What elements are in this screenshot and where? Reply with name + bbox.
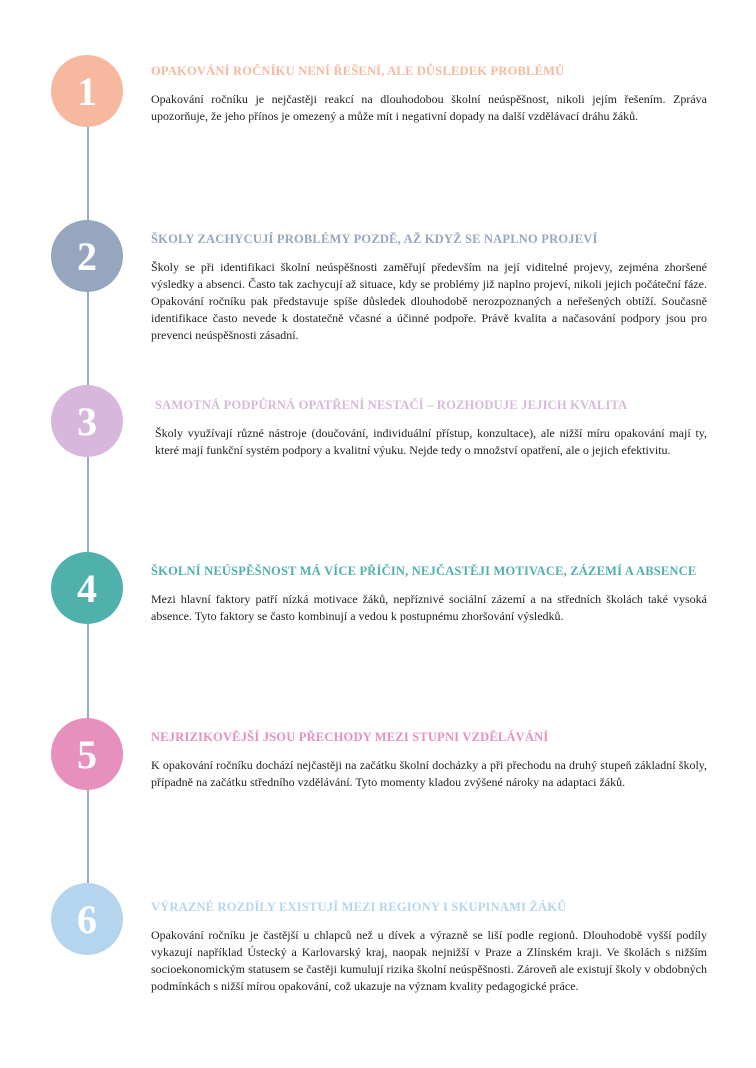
step-heading: SAMOTNÁ PODPŮRNÁ OPATŘENÍ NESTAČÍ – ROZHODUJE JEJICH KVALITA — [155, 398, 628, 412]
step-number: 5 — [77, 731, 97, 777]
step-heading: OPAKOVÁNÍ ROČNÍKU NENÍ ŘEŠENÍ, ALE DŮSLEDEK PROBLÉMŮ — [151, 64, 565, 78]
step-heading: VÝRAZNÉ ROZDÍLY EXISTUJÍ MEZI REGIONY I SKUPINAMI ŽÁKŮ — [151, 900, 567, 914]
step-text: Opakování ročníku je nejčastěji reakcí na dlouhodobou školní neúspěšnost, nikoli jejím řešením. Zpráva upozorňuje, že jeho přínos je omezený a může mít i negativní dopady na další vzdělávací dráhu žáků. — [151, 92, 707, 123]
step-number: 3 — [77, 398, 97, 444]
step-block-3 — [155, 398, 707, 459]
step-heading: NEJRIZIKOVĚJŠÍ JSOU PŘECHODY MEZI STUPNI VZDĚLÁVÁNÍ — [151, 730, 549, 744]
timeline-line — [87, 90, 89, 920]
step-number-circle-3 — [51, 385, 123, 457]
step-number-circle-6 — [51, 883, 123, 955]
step-text: Mezi hlavní faktory patří nízká motivace žáků, nepříznivé sociální zázemí a na středních školách také vysoká absence. Tyto faktory se často kombinují a vedou k postupnému zhoršování výsledků. — [151, 592, 707, 623]
step-text: Školy využívají různé nástroje (doučování, individuální přístup, konzultace), ale nižší míru opakování mají ty, které mají funkční systém podpory a kvalitní výuku. Nejde tedy o množství opatření, ale o jejich efektivitu. — [155, 426, 707, 457]
step-block-6 — [151, 900, 707, 995]
step-number-circle-5 — [51, 718, 123, 790]
step-block-5 — [151, 730, 707, 791]
step-number: 2 — [77, 233, 97, 279]
step-number-circle-1 — [51, 55, 123, 127]
step-number: 1 — [77, 68, 97, 114]
step-heading: ŠKOLY ZACHYCUJÍ PROBLÉMY POZDĚ, AŽ KDYŽ SE NAPLNO PROJEVÍ — [151, 232, 598, 246]
step-number: 6 — [77, 896, 97, 942]
step-number: 4 — [77, 565, 97, 611]
step-heading: ŠKOLNÍ NEÚSPĚŠNOST MÁ VÍCE PŘÍČIN, NEJČASTĚJI MOTIVACE, ZÁZEMÍ A ABSENCE — [151, 564, 697, 578]
step-text: Opakování ročníku je častější u chlapců než u dívek a výrazně se liší podle regionů. Dlouhodobě vyšší podíly vykazují například Ústecký a Karlovarský kraj, naopak nejnižší v Praze a Zlínském kraji. Ve školách s nižším socioekonomickým statusem se častěji kumulují rizika školní neúspěšnosti. Zároveň ale existují školy v obdobných podmínkách s nižší mírou opakování, což ukazuje na význam kvality pedagogické práce. — [151, 928, 707, 993]
step-number-circle-2 — [51, 220, 123, 292]
step-text: Školy se při identifikaci školní neúspěšnosti zaměřují především na její viditelné projevy, zejména zhoršené výsledky a absenci. Často tak zachycují až situace, kdy se problémy již naplno projeví, nikoli jejich počáteční fáze. Opakování ročníku pak představuje spíše důsledek dlouhodobě nerozpoznaných a neřešených obtíží. Současně identifikace často nevede k dostatečně včasné a účinné podpoře. Právě kvalita a načasování podpory jsou pro prevenci neúspěšnosti zásadní. — [151, 260, 707, 342]
step-block-1 — [151, 64, 707, 125]
step-block-4 — [151, 564, 707, 625]
step-text: K opakování ročníku dochází nejčastěji na začátku školní docházky a při přechodu na druhý stupeň základní školy, případně na začátku středního vzdělávání. Tyto momenty kladou zvýšené nároky na adaptaci žáků. — [151, 758, 707, 789]
step-number-circle-4 — [51, 552, 123, 624]
step-block-2 — [151, 232, 707, 344]
